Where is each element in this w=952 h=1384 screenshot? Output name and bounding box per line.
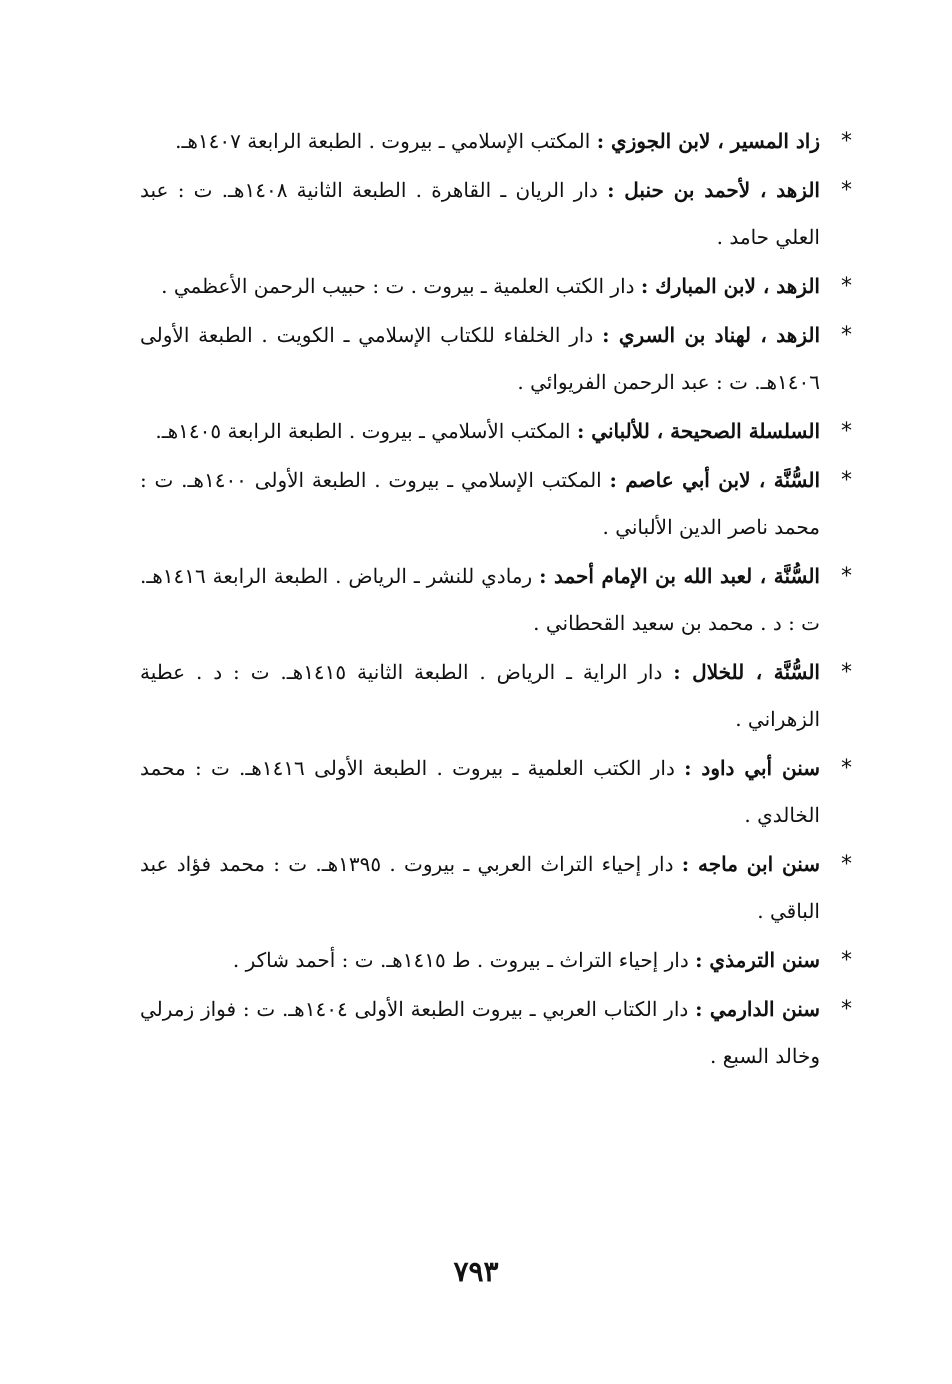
- entry-title: سنن أبي داود :: [684, 756, 821, 780]
- bibliography-entry: [140, 457, 860, 551]
- asterisk-bullet-icon: *: [841, 468, 852, 493]
- entry-title: الزهد ، لهناد بن السري :: [602, 323, 821, 347]
- asterisk-bullet-icon: *: [841, 323, 852, 348]
- entry-title: سنن الترمذي :: [695, 948, 820, 972]
- entry-title: الزهد ، لأحمد بن حنبل :: [607, 178, 820, 202]
- entry-details: دار إحياء التراث العربي ـ بيروت . ١٣٩٥هـ. ت : محمد فؤاد عبد الباقي .: [140, 852, 820, 923]
- entry-details: دار الكتب العلمية ـ بيروت . ت : حبيب الرحمن الأعظمي .: [161, 274, 641, 298]
- bibliography-entry: [140, 263, 860, 310]
- asterisk-bullet-icon: *: [841, 274, 852, 299]
- bibliography-entry: [140, 937, 860, 984]
- bibliography-entry: [140, 841, 860, 935]
- entry-details: المكتب الأسلامي ـ بيروت . الطبعة الرابعة ١٤٠٥هـ.: [155, 419, 577, 443]
- asterisk-bullet-icon: *: [841, 756, 852, 781]
- entry-details: دار الخلفاء للكتاب الإسلامي ـ الكويت . الطبعة الأولى ١٤٠٦هـ. ت : عبد الرحمن الفريوائي .: [140, 323, 820, 394]
- asterisk-bullet-icon: *: [841, 997, 852, 1022]
- page-number: ٧٩٣: [453, 1255, 499, 1288]
- entry-details: رمادي للنشر ـ الرياض . الطبعة الرابعة ١٤١٦هـ. ت : د . محمد بن سعيد القحطاني .: [140, 564, 820, 635]
- asterisk-bullet-icon: *: [841, 178, 852, 203]
- entry-details: دار إحياء التراث ـ بيروت . ط ١٤١٥هـ. ت : أحمد شاكر .: [232, 948, 696, 972]
- entry-title: السلسلة الصحيحة ، للألباني :: [576, 419, 820, 443]
- entry-details: المكتب الإسلامي ـ بيروت . الطبعة الرابعة ١٤٠٧هـ.: [175, 129, 597, 153]
- entry-title: السُّنَّة ، لعبد الله بن الإمام أحمد :: [539, 564, 820, 588]
- entry-details: دار الكتب العلمية ـ بيروت . الطبعة الأولى ١٤١٦هـ. ت : محمد الخالدي .: [140, 756, 820, 827]
- asterisk-bullet-icon: *: [841, 564, 852, 589]
- bibliography-entry: [140, 167, 860, 261]
- bibliography-entry: [140, 649, 860, 743]
- entry-title: سنن الدارمي :: [695, 997, 820, 1021]
- bibliography-entry: [140, 118, 860, 165]
- entry-title: سنن ابن ماجه :: [681, 852, 821, 876]
- asterisk-bullet-icon: *: [841, 419, 852, 444]
- bibliography-entry: [140, 745, 860, 839]
- bibliography-list: [140, 118, 860, 1082]
- bibliography-entry: [140, 553, 860, 647]
- asterisk-bullet-icon: *: [841, 852, 852, 877]
- entry-title: السُّنَّة ، لابن أبي عاصم :: [609, 468, 821, 492]
- entry-title: السُّنَّة ، للخلال :: [673, 660, 820, 684]
- asterisk-bullet-icon: *: [841, 129, 852, 154]
- bibliography-entry: [140, 408, 860, 455]
- entry-details: المكتب الإسلامي ـ بيروت . الطبعة الأولى ١٤٠٠هـ. ت : محمد ناصر الدين الألباني .: [140, 468, 820, 539]
- entry-details: دار الكتاب العربي ـ بيروت الطبعة الأولى ١٤٠٤هـ. ت : فواز زمرلي وخالد السبع .: [140, 997, 820, 1068]
- asterisk-bullet-icon: *: [841, 660, 852, 685]
- entry-details: دار الراية ـ الرياض . الطبعة الثانية ١٤١٥هـ. ت : د . عطية الزهراني .: [140, 660, 820, 731]
- bibliography-entry: [140, 312, 860, 406]
- entry-details: دار الريان ـ القاهرة . الطبعة الثانية ١٤٠٨هـ. ت : عبد العلي حامد .: [140, 178, 820, 249]
- asterisk-bullet-icon: *: [841, 948, 852, 973]
- entry-title: الزهد ، لابن المبارك :: [640, 274, 820, 298]
- entry-title: زاد المسير ، لابن الجوزي :: [596, 129, 820, 153]
- bibliography-entry: [140, 986, 860, 1080]
